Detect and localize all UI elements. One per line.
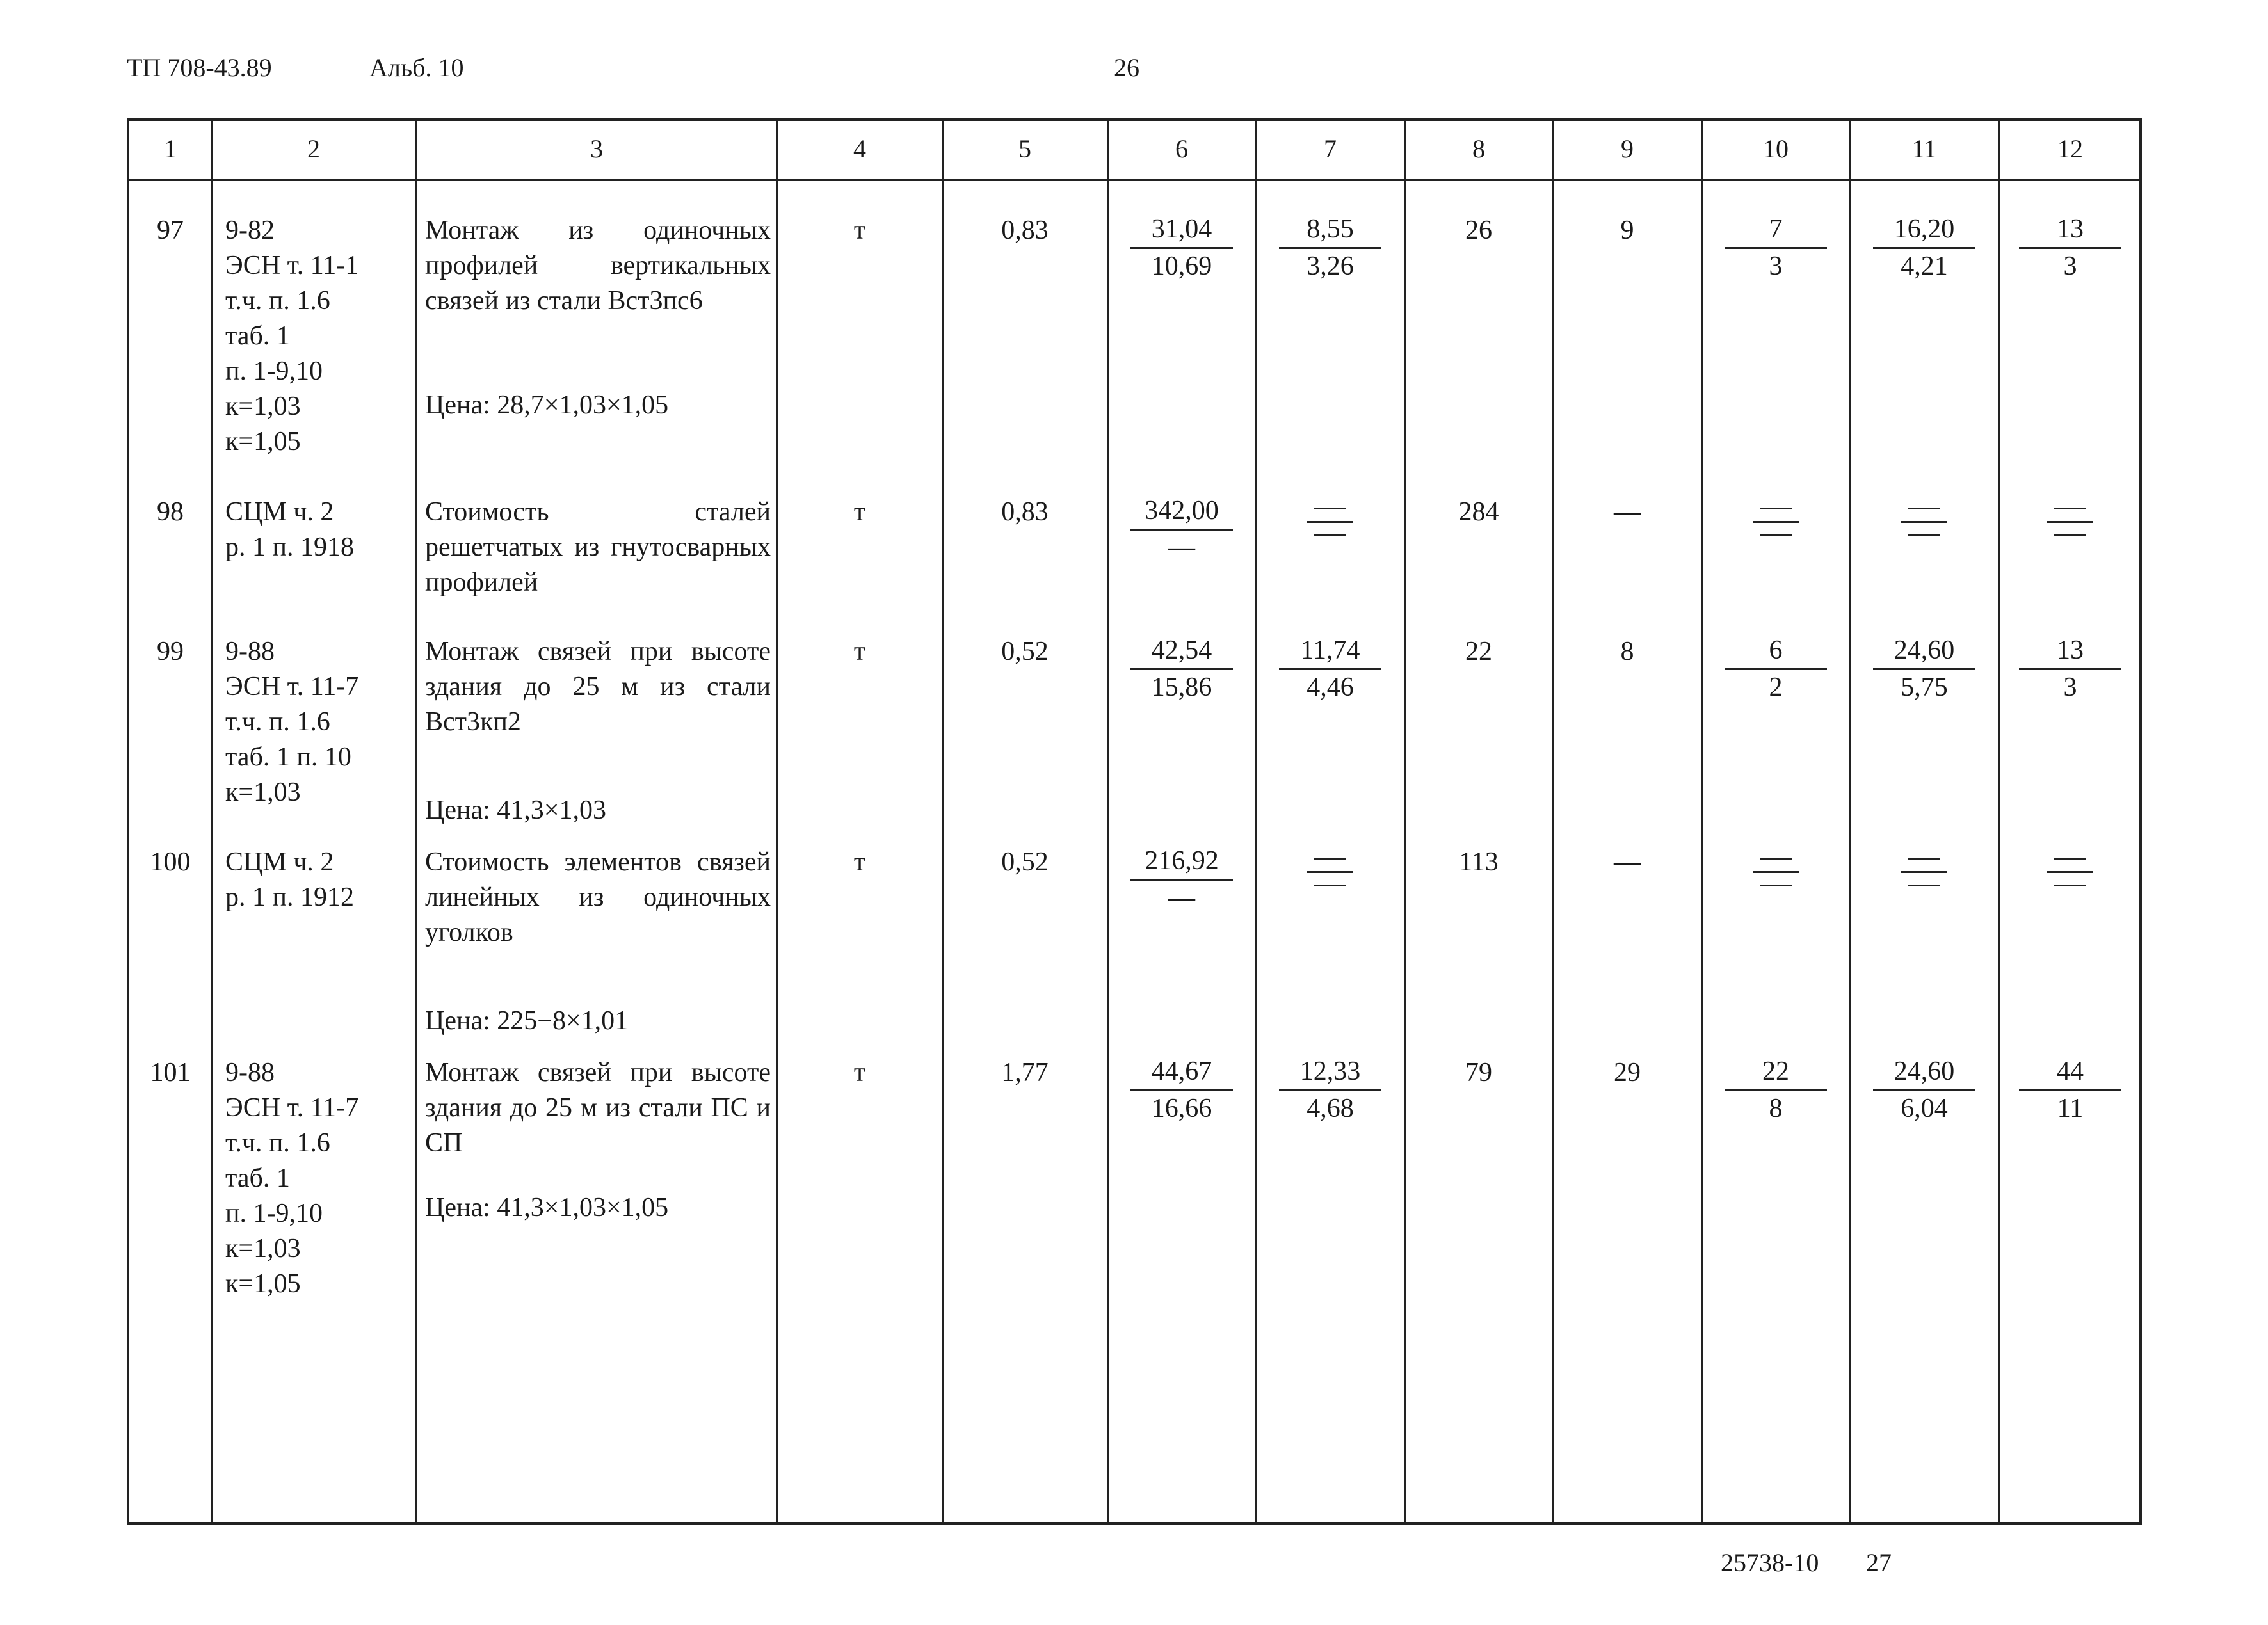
machine-operation [1725, 634, 1827, 703]
norm-reference-line: ЭСН т. 11-7 [225, 1093, 359, 1123]
unit-of-measure: т [853, 1058, 866, 1087]
norm-reference-line: таб. 1 [225, 1164, 290, 1193]
dash-bar [2054, 534, 2086, 536]
machine-operation-numerator: 7 [1725, 213, 1827, 249]
labor-total [2019, 213, 2121, 282]
norm-reference-line: таб. 1 [225, 321, 290, 351]
column-header: 11 [1911, 134, 1937, 163]
column-header: 2 [307, 134, 320, 163]
column-rule [1701, 121, 1703, 1522]
unit-wages [1279, 213, 1381, 282]
dash-bar [1901, 871, 1947, 873]
total-wages: 29 [1614, 1058, 1641, 1087]
dash-bar [1314, 858, 1346, 860]
total-wages: 9 [1620, 216, 1634, 245]
row-number: 101 [150, 1058, 191, 1087]
norm-reference-line: п. 1-9,10 [225, 1199, 323, 1228]
machine-operation-denominator: 2 [1769, 673, 1783, 702]
total-wages: 8 [1620, 637, 1634, 666]
labor-total-empty [2045, 858, 2096, 886]
dash-bar [1314, 534, 1346, 536]
labor-total-denominator: 3 [2063, 673, 2077, 702]
unit-wages-empty [1305, 508, 1356, 536]
document-code: ТП 708-43.89 [127, 53, 272, 82]
dash-bar [1908, 885, 1940, 886]
labor-cost-numerator: 16,20 [1873, 213, 1975, 249]
unit-cost-numerator: 342,00 [1130, 495, 1233, 531]
dash-bar [1314, 885, 1346, 886]
norm-reference [225, 213, 411, 460]
dash-bar [1753, 871, 1799, 873]
quantity: 0,52 [1001, 637, 1049, 666]
dash-bar [1908, 534, 1940, 536]
norm-reference-line: 9-88 [225, 1058, 275, 1087]
norm-reference-line: т.ч. п. 1.6 [225, 707, 330, 737]
column-rule [1552, 121, 1554, 1522]
unit-cost-numerator: 216,92 [1130, 845, 1233, 881]
unit-wages-numerator: 11,74 [1279, 634, 1381, 670]
unit-cost-numerator: 31,04 [1130, 213, 1233, 249]
unit-cost-denominator: — [1168, 883, 1195, 913]
column-header: 5 [1018, 134, 1031, 163]
unit-wages-denominator: 4,68 [1307, 1094, 1354, 1123]
column-header: 9 [1621, 134, 1634, 163]
column-rule [1998, 121, 2000, 1522]
labor-total-denominator: 3 [2063, 252, 2077, 281]
labor-total-empty [2045, 508, 2096, 536]
quantity: 0,83 [1001, 497, 1049, 527]
dash-bar [1760, 534, 1792, 536]
unit-wages-empty [1305, 858, 1356, 886]
labor-total-denominator: 11 [2057, 1094, 2084, 1123]
norm-reference [225, 845, 411, 915]
norm-reference-line: т.ч. п. 1.6 [225, 1128, 330, 1158]
dash-bar [1901, 521, 1947, 523]
dash-bar [1908, 858, 1940, 860]
quantity: 1,77 [1001, 1058, 1049, 1087]
column-rule [211, 121, 213, 1522]
norm-reference-line: 9-88 [225, 637, 275, 666]
column-rule [942, 121, 944, 1522]
labor-cost-denominator: 6,04 [1901, 1094, 1948, 1123]
unit-wages [1279, 1055, 1381, 1125]
column-rule [1107, 121, 1109, 1522]
norm-reference-line: ЭСН т. 11-7 [225, 672, 359, 701]
total-wages: — [1614, 847, 1641, 877]
norm-reference-line: СЦМ ч. 2 [225, 497, 334, 527]
column-rule [1849, 121, 1851, 1522]
total-cost: 113 [1459, 847, 1499, 877]
norm-reference-line: ЭСН т. 11-1 [225, 251, 359, 280]
column-header: 3 [590, 134, 603, 163]
unit-cost-numerator: 44,67 [1130, 1055, 1233, 1091]
labor-cost-denominator: 4,21 [1901, 252, 1948, 281]
labor-cost-denominator: 5,75 [1901, 673, 1948, 702]
column-header: 12 [2057, 134, 2083, 163]
column-rule [1404, 121, 1406, 1522]
norm-reference-line: р. 1 п. 1918 [225, 532, 354, 562]
page-number: 26 [1114, 53, 1139, 82]
dash-bar [1307, 871, 1353, 873]
machine-operation-denominator: 8 [1769, 1094, 1783, 1123]
norm-reference-line: таб. 1 п. 10 [225, 742, 351, 772]
row-number: 99 [157, 637, 184, 666]
norm-reference-line: к=1,05 [225, 1269, 301, 1299]
norm-reference [225, 1055, 411, 1302]
norm-reference-line: к=1,03 [225, 392, 301, 421]
labor-cost [1873, 634, 1975, 703]
price-formula: Цена: 41,3×1,03 [425, 796, 606, 825]
total-cost: 22 [1465, 637, 1492, 666]
labor-cost [1873, 1055, 1975, 1125]
unit-cost [1130, 495, 1233, 564]
row-number: 100 [150, 847, 191, 877]
header-divider [129, 179, 2139, 181]
labor-cost-empty [1899, 858, 1950, 886]
quantity: 0,52 [1001, 847, 1049, 877]
unit-cost [1130, 634, 1233, 703]
total-wages: — [1614, 497, 1641, 527]
norm-reference-line: к=1,03 [225, 1234, 301, 1263]
total-cost: 79 [1465, 1058, 1492, 1087]
machine-operation-numerator: 22 [1725, 1055, 1827, 1091]
dash-bar [1908, 508, 1940, 509]
unit-cost [1130, 213, 1233, 282]
unit-of-measure: т [853, 847, 866, 877]
dash-bar [1307, 521, 1353, 523]
unit-wages-denominator: 3,26 [1307, 252, 1354, 281]
labor-cost [1873, 213, 1975, 282]
norm-reference [225, 634, 411, 810]
column-rule [776, 121, 778, 1522]
machine-operation [1725, 1055, 1827, 1125]
album-number: Альб. 10 [369, 53, 464, 82]
price-formula: Цена: 41,3×1,03×1,05 [425, 1193, 669, 1222]
dash-bar [1760, 508, 1792, 509]
dash-bar [2047, 871, 2093, 873]
labor-total-numerator: 13 [2019, 213, 2121, 249]
unit-cost [1130, 1055, 1233, 1125]
unit-of-measure: т [853, 637, 866, 666]
machine-operation-empty [1750, 858, 1801, 886]
unit-cost-denominator: 15,86 [1151, 673, 1212, 702]
dash-bar [1314, 508, 1346, 509]
row-number: 98 [157, 497, 184, 527]
machine-operation-numerator: 6 [1725, 634, 1827, 670]
norm-reference-line: СЦМ ч. 2 [225, 847, 334, 877]
work-description: Монтаж связей при высоте здания до 25 м из стали Вст3кп2 [425, 637, 771, 737]
footer-page-number: 27 [1866, 1548, 1892, 1577]
column-header: 8 [1472, 134, 1485, 163]
labor-total [2019, 634, 2121, 703]
quantity: 0,83 [1001, 216, 1049, 245]
machine-operation [1725, 213, 1827, 282]
work-description: Стоимость сталей решетчатых из гнутосварных профилей [425, 497, 771, 597]
machine-operation-denominator: 3 [1769, 252, 1783, 281]
unit-wages-denominator: 4,46 [1307, 673, 1354, 702]
labor-cost-empty [1899, 508, 1950, 536]
unit-cost-numerator: 42,54 [1130, 634, 1233, 670]
norm-reference [225, 495, 411, 565]
dash-bar [2054, 885, 2086, 886]
work-description: Монтаж из одиночных профилей вертикальных связей из стали Вст3пс6 [425, 216, 771, 316]
unit-wages [1279, 634, 1381, 703]
dash-bar [2054, 508, 2086, 509]
work-description: Стоимость элементов связей линейных из одиночных уголков [425, 847, 771, 947]
labor-total-numerator: 44 [2019, 1055, 2121, 1091]
unit-cost-denominator: 16,66 [1151, 1094, 1212, 1123]
norm-reference-line: к=1,05 [225, 427, 301, 456]
column-header: 4 [853, 134, 866, 163]
column-header: 6 [1175, 134, 1188, 163]
labor-total [2019, 1055, 2121, 1125]
dash-bar [2054, 858, 2086, 860]
unit-cost-denominator: 10,69 [1151, 252, 1212, 281]
machine-operation-empty [1750, 508, 1801, 536]
footer-code: 25738-10 [1721, 1548, 1819, 1577]
unit-cost [1130, 845, 1233, 914]
unit-of-measure: т [853, 216, 866, 245]
norm-reference-line: 9-82 [225, 216, 275, 245]
column-rule [415, 121, 417, 1522]
price-formula: Цена: 28,7×1,03×1,05 [425, 390, 669, 420]
row-number: 97 [157, 216, 184, 245]
norm-reference-line: р. 1 п. 1912 [225, 883, 354, 912]
norm-reference-line: к=1,03 [225, 778, 301, 807]
dash-bar [1760, 858, 1792, 860]
price-formula: Цена: 225−8×1,01 [425, 1006, 629, 1036]
labor-cost-numerator: 24,60 [1873, 1055, 1975, 1091]
labor-total-numerator: 13 [2019, 634, 2121, 670]
unit-wages-numerator: 12,33 [1279, 1055, 1381, 1091]
unit-wages-numerator: 8,55 [1279, 213, 1381, 249]
norm-reference-line: т.ч. п. 1.6 [225, 286, 330, 316]
norm-reference-line: п. 1-9,10 [225, 356, 323, 386]
estimate-table [127, 118, 2142, 1525]
dash-bar [2047, 521, 2093, 523]
unit-of-measure: т [853, 497, 866, 527]
column-header: 10 [1763, 134, 1789, 163]
labor-cost-numerator: 24,60 [1873, 634, 1975, 670]
column-header: 7 [1324, 134, 1337, 163]
total-cost: 284 [1458, 497, 1499, 527]
work-description: Монтаж связей при высоте здания до 25 м из стали ПС и СП [425, 1058, 771, 1158]
dash-bar [1753, 521, 1799, 523]
column-rule [1255, 121, 1257, 1522]
dash-bar [1760, 885, 1792, 886]
total-cost: 26 [1465, 216, 1492, 245]
column-header: 1 [164, 134, 177, 163]
unit-cost-denominator: — [1168, 533, 1195, 563]
